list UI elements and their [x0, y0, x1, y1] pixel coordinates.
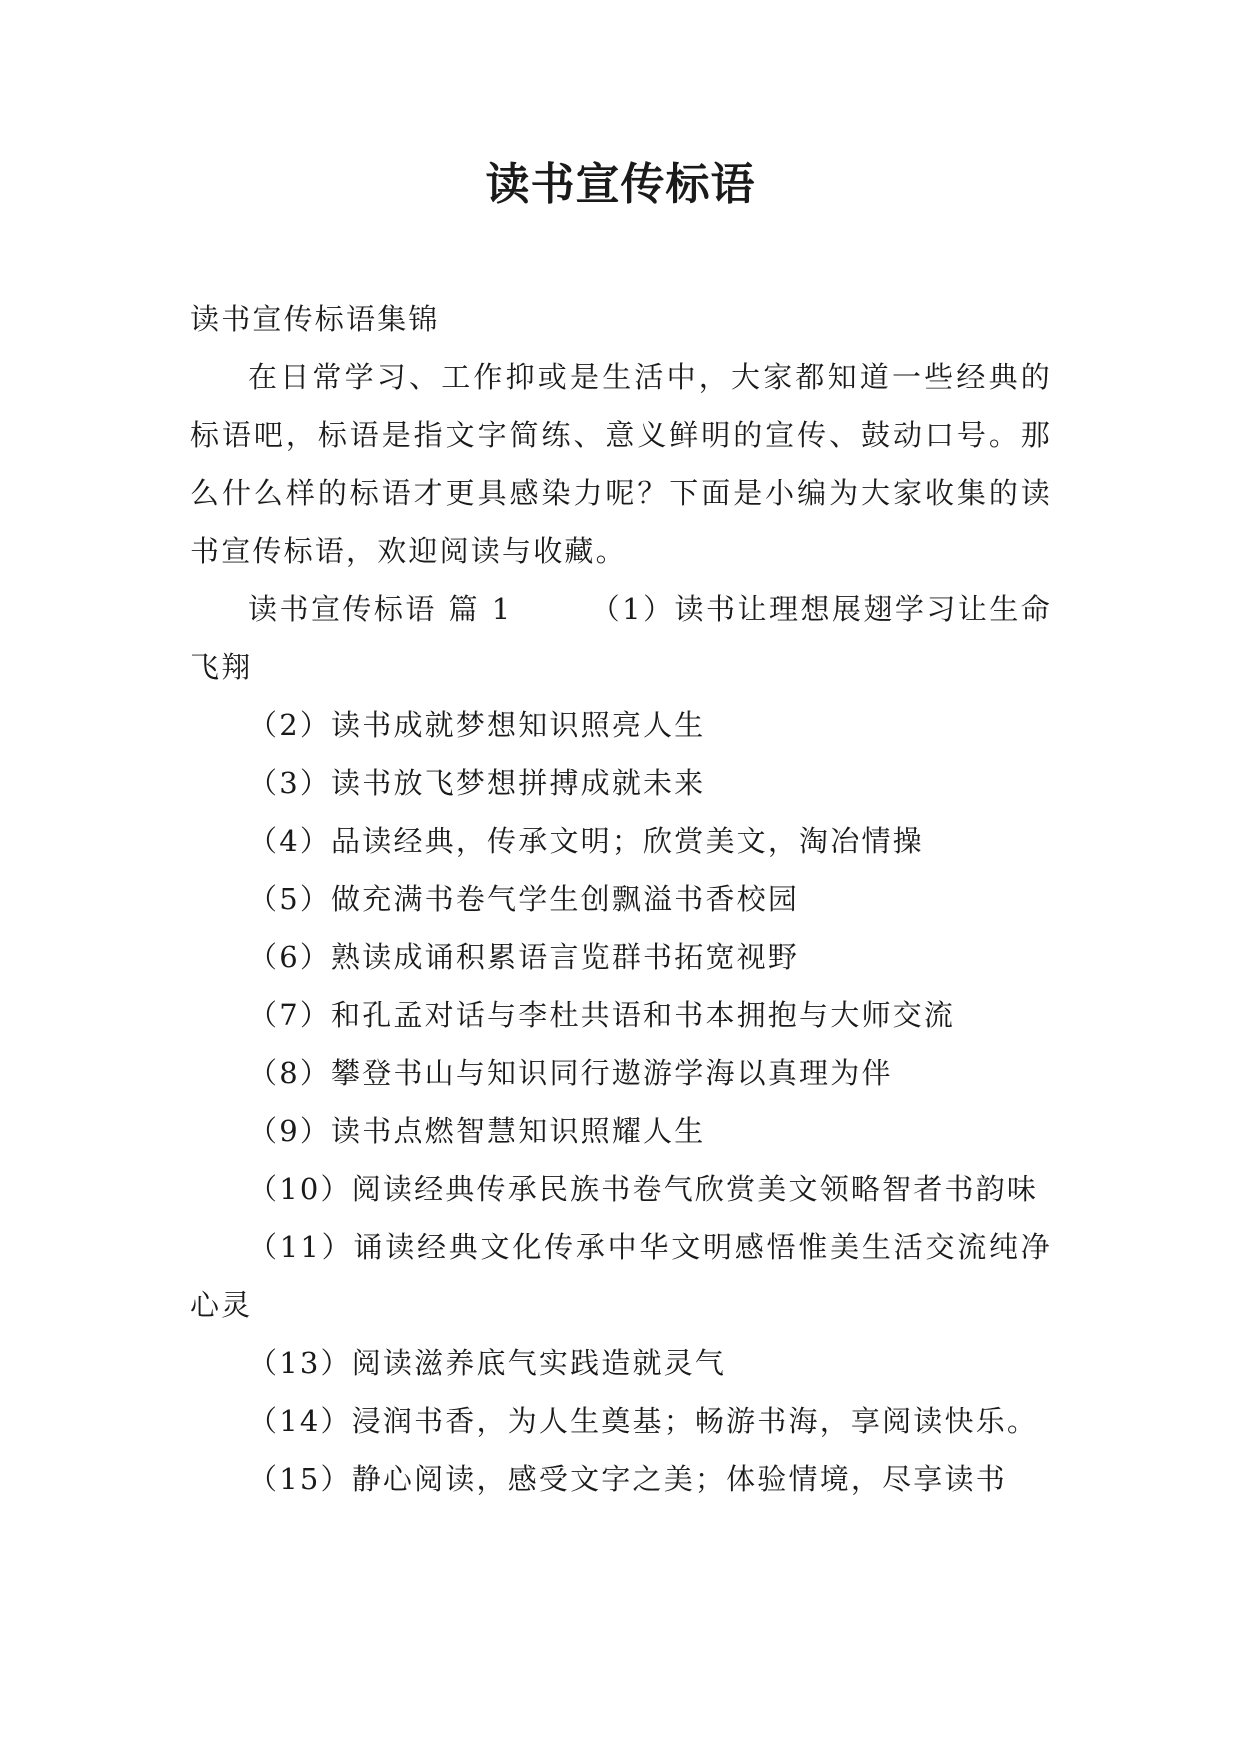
document-body: [190, 290, 1052, 1508]
slogan-item: （13）阅读滋养底气实践造就灵气: [248, 1346, 727, 1380]
slogan-item: （5）做充满书卷气学生创飘溢书香校园: [248, 882, 800, 916]
subtitle-paragraph: 读书宣传标语集锦: [190, 302, 440, 336]
slogan-item: （11）诵读经典文化传承中华文明感悟惟美生活交流纯净心灵: [190, 1230, 1052, 1322]
slogan-item: （9）读书点燃智慧知识照耀人生: [248, 1114, 706, 1148]
slogan-item: （7）和孔孟对话与李杜共语和书本拥抱与大师交流: [248, 998, 956, 1032]
section-heading: 读书宣传标语 篇 1: [248, 592, 513, 626]
slogan-item: （14）浸润书香，为人生奠基；畅游书海，享阅读快乐。: [248, 1404, 1039, 1438]
slogan-item: （3）读书放飞梦想拼搏成就未来: [248, 766, 706, 800]
slogan-item: （6）熟读成诵积累语言览群书拓宽视野: [248, 940, 800, 974]
slogan-item: （15）静心阅读，感受文字之美；体验情境，尽享读书: [248, 1462, 1007, 1496]
intro-paragraph: 在日常学习、工作抑或是生活中，大家都知道一些经典的标语吧，标语是指文字简练、意义鲜明的宣传、鼓动口号。那么什么样的标语才更具感染力呢？下面是小编为大家收集的读书宣传标语，欢迎阅读与收藏。: [190, 360, 1052, 568]
slogan-item: （8）攀登书山与知识同行遨游学海以真理为伴: [248, 1056, 893, 1090]
slogan-item: （2）读书成就梦想知识照亮人生: [248, 708, 706, 742]
slogan-item: （10）阅读经典传承民族书卷气欣赏美文领略智者书韵味: [248, 1172, 1039, 1206]
slogan-item: （1）读书让理想展翅学习让生命飞翔: [190, 592, 1053, 684]
slogan-item: （4）品读经典，传承文明；欣赏美文，淘冶情操: [248, 824, 924, 858]
document-title: 读书宣传标语: [485, 159, 756, 210]
section-paragraph: [190, 580, 1052, 696]
